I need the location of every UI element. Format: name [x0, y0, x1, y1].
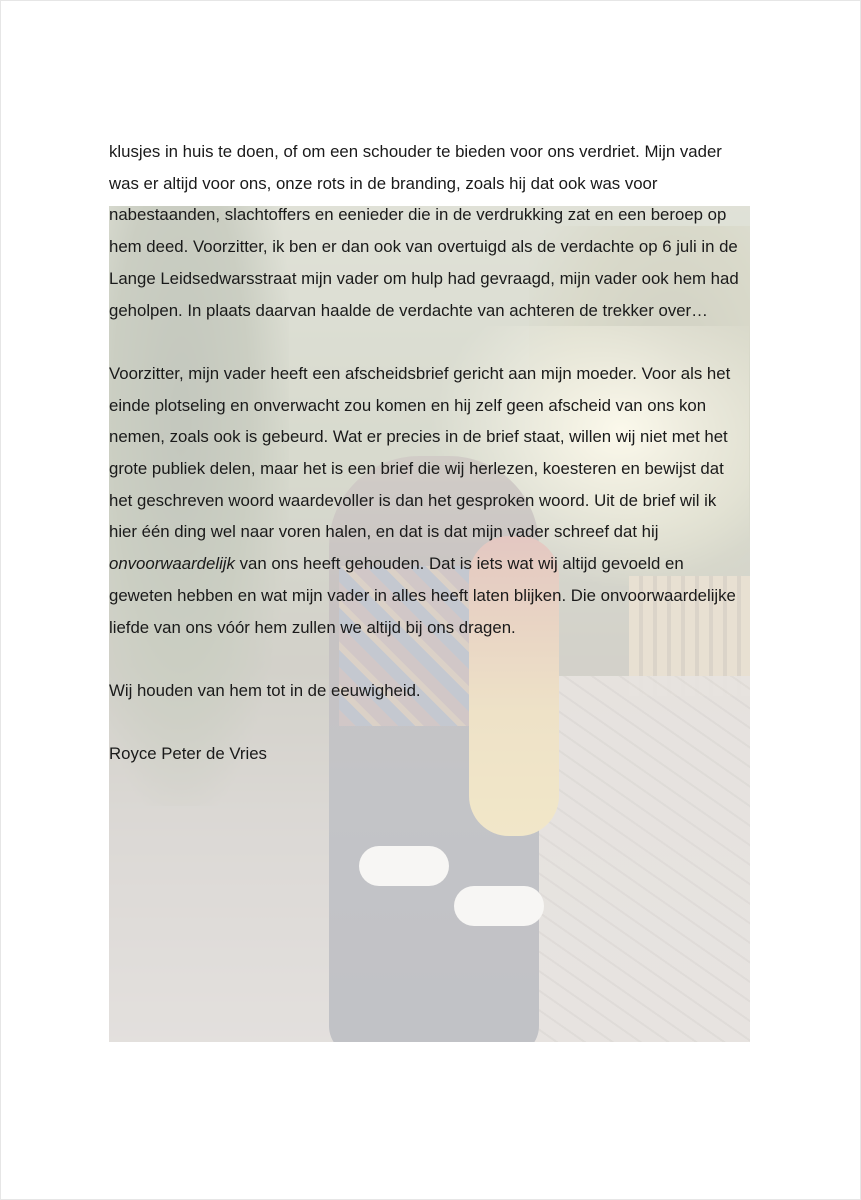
text-line: geweten hebben en wat mijn vader in alles heeft laten blijken. Die onvoorwaardelijke — [109, 585, 736, 605]
text-line: klusjes in huis te doen, of om een schouder te bieden voor ons verdriet. Mijn vader — [109, 142, 722, 161]
text-line — [109, 548, 769, 580]
letter-body — [109, 136, 769, 770]
text-line: geholpen. In plaats daarvan haalde de verdachte van achteren de trekker over… — [109, 300, 708, 320]
paragraph-2 — [109, 358, 769, 643]
text-line: Voorzitter, mijn vader heeft een afscheidsbrief gericht aan mijn moeder. Voor als het — [109, 363, 731, 383]
signature: Royce Peter de Vries — [109, 744, 267, 764]
text-line-rest: van ons heeft gehouden. Dat is iets wat wij altijd gevoeld en — [234, 554, 684, 574]
text-line: liefde van ons vóór hem zullen we altijd bij ons dragen. — [109, 617, 516, 637]
text-line: Lange Leidsedwarsstraat mijn vader om hulp had gevraagd, mijn vader ook hem had — [109, 268, 739, 288]
photo-shoe — [454, 886, 544, 926]
text-line: hem deed. Voorzitter, ik ben er dan ook van overtuigd als de verdachte op 6 juli in de — [109, 237, 738, 257]
closing-line: Wij houden van hem tot in de eeuwigheid. — [109, 680, 421, 700]
text-line: nemen, zoals ook is gebeurd. Wat er precies in de brief staat, willen wij niet met het — [109, 427, 728, 447]
text-line: hier één ding wel naar voren halen, en dat is dat mijn vader schreef dat hij — [109, 522, 659, 542]
text-line: het geschreven woord waardevoller is dan het gesproken woord. Uit de brief wil ik — [109, 490, 717, 510]
italic-emphasis: onvoorwaardelijk — [109, 554, 235, 574]
paragraph-spacer — [109, 707, 769, 739]
text-line: grote publiek delen, maar het is een brief die wij herlezen, koesteren en bewijst dat — [109, 459, 724, 479]
paragraph-spacer — [109, 326, 769, 358]
paragraph-spacer — [109, 643, 769, 675]
text-line: einde plotseling en onverwacht zou komen en hij zelf geen afscheid van ons kon — [109, 395, 707, 415]
text-line: was er altijd voor ons, onze rots in de branding, zoals hij dat ook was voor — [109, 173, 658, 193]
text-line: nabestaanden, slachtoffers en eenieder die in de verdrukking zat en een beroep op — [109, 205, 727, 225]
photo-shoe — [359, 846, 449, 886]
paragraph-1 — [109, 136, 769, 326]
